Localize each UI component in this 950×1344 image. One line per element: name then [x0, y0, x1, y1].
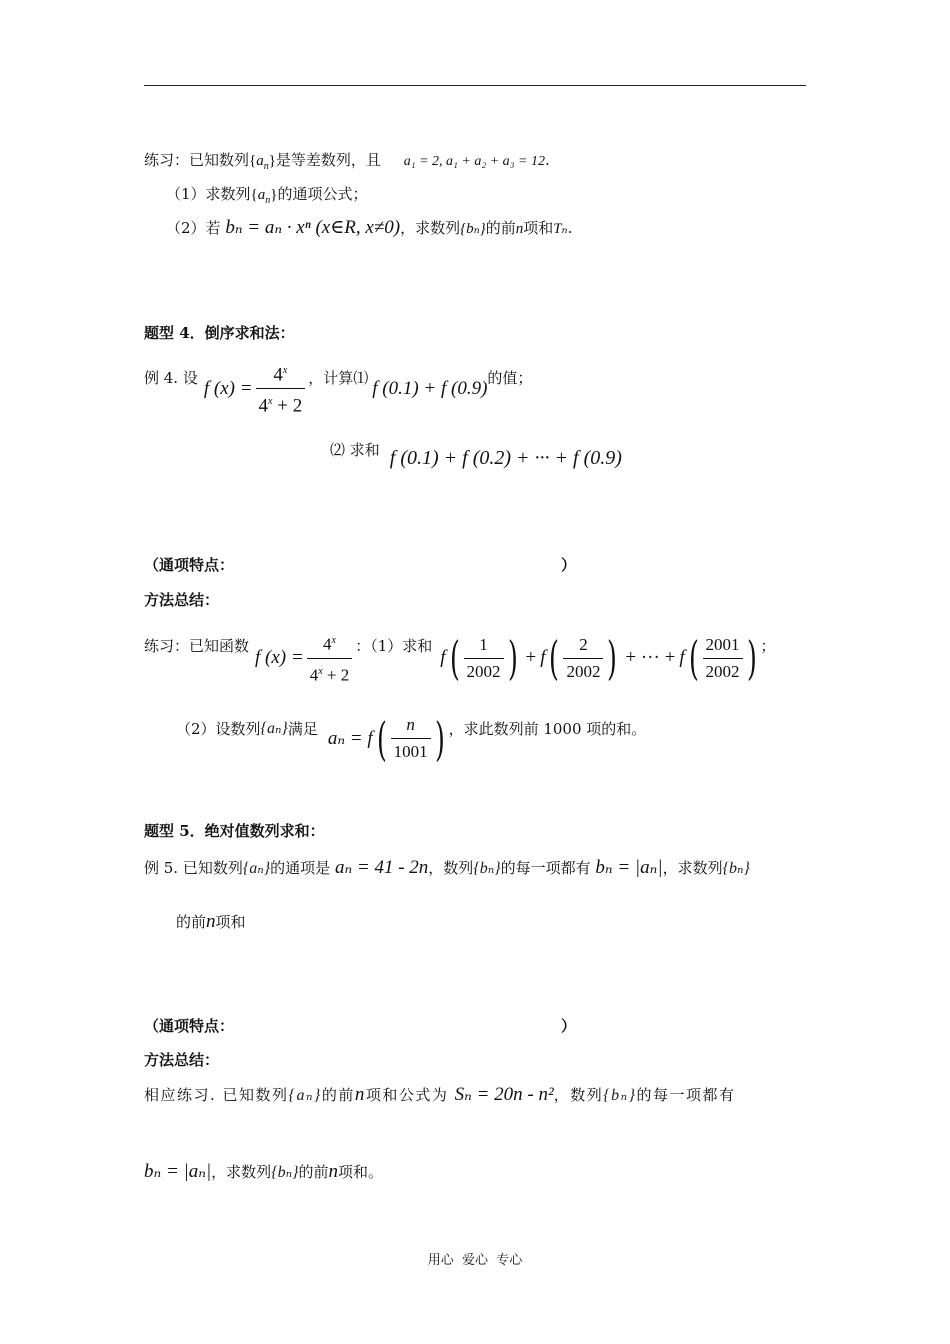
example4-calc-tail: 的值； — [487, 369, 533, 387]
practice3-line2-c: 项和。 — [337, 1163, 383, 1181]
practice3-line2-a: ，求数列 — [211, 1163, 272, 1181]
practice1-q2-tail2: 项和 — [523, 219, 554, 237]
practice1-intro-tail: 是等差数列，且 — [275, 151, 381, 169]
feature1-open: （通项特点： — [144, 556, 235, 574]
practice1-end: . — [544, 151, 550, 169]
example4-f-lhs: f (x) = — [203, 377, 253, 399]
practice3-formula: Sₙ = 20n - n² — [454, 1084, 554, 1105]
practice3-mid3: ，数列 — [553, 1086, 604, 1104]
method2-label: 方法总结： — [144, 1051, 220, 1069]
practice3-line1 — [144, 1085, 736, 1106]
practice2-q2-paren-open: ( — [376, 711, 387, 766]
practice3-line2 — [144, 1162, 383, 1183]
practice2-q2-paren-close: ) — [434, 711, 445, 766]
practice3-seq: {aₙ} — [288, 1087, 322, 1104]
practice1-q2-label: （2）若 — [166, 219, 221, 237]
practice3-n: n — [354, 1084, 366, 1105]
page-footer: 用心 爱心 专心 — [427, 1253, 523, 1268]
practice1-q2-n: n — [515, 221, 524, 237]
header-rule — [144, 85, 806, 86]
practice2-frac3: $\frac{2001}{2002}$ — [703, 634, 743, 683]
example4-line — [144, 360, 532, 418]
practice2-frac2: $\frac{2}{2002}$ — [563, 634, 603, 683]
practice2-paren-close1: ) — [507, 631, 518, 686]
example4-label: 例 4. 设 — [144, 369, 198, 387]
practice3-mid1: 的前 — [321, 1086, 355, 1104]
practice2-plus: + — [525, 647, 537, 669]
example5-mid4: ，求数列 — [662, 859, 723, 877]
practice2-q2 — [176, 711, 647, 766]
feature2-close: ） — [561, 1017, 577, 1035]
practice1-condition: a₁ = 2, a₁ + a₂ + a₃ = 12 — [403, 154, 545, 169]
example5-mid3: 的每一项都有 — [500, 859, 591, 877]
example4-calc: ，计算⑴ — [308, 369, 369, 387]
example5-formula: aₙ = 41 - 2n — [334, 857, 429, 878]
example5-seq-b: {bₙ} — [473, 860, 501, 877]
practice2-paren-open1: ( — [449, 631, 460, 686]
example4-q2-expr: f (0.1) + f (0.2) + ··· + f (0.9) — [389, 447, 622, 469]
practice2-f-lhs: f (x) = — [255, 647, 304, 669]
practice2-end: ； — [760, 637, 776, 655]
practice2-q2-lhs: aₙ = f — [327, 727, 373, 749]
practice2-paren-close3: ) — [746, 631, 757, 686]
practice1-q1 — [166, 184, 367, 211]
practice2-paren-open3: ( — [688, 631, 699, 686]
practice1-q2-mid: ，求数列 — [400, 219, 461, 237]
practice1-q1-seq: $\{a_n\}$ — [250, 187, 278, 206]
practice3-line2-b: 的前 — [298, 1163, 329, 1181]
example5-seq-b2: {bₙ} — [722, 860, 750, 877]
practice2-q2-frac: $\frac{n}{1001}$ — [391, 714, 431, 763]
practice2-f2: f — [540, 647, 546, 669]
practice1-q2 — [166, 218, 572, 239]
example5-label: 例 5. 已知数列 — [144, 859, 243, 877]
practice1-q1-tail: 的通项公式； — [277, 185, 368, 203]
practice2-q2-seq: {aₙ} — [260, 720, 288, 737]
feature1-close: ） — [561, 556, 577, 574]
practice3-intro: 相应练习. 已知数列 — [144, 1086, 289, 1104]
example5-mid2: ，数列 — [428, 859, 474, 877]
practice1-q2-formula: bₙ = aₙ · xⁿ (x∈R, x≠0) — [225, 217, 401, 238]
practice2-paren-open2: ( — [549, 631, 560, 686]
example5-line2-n: n — [206, 911, 216, 932]
practice3-line2-seq: {bₙ} — [271, 1164, 299, 1181]
practice3-line2-n: n — [328, 1161, 338, 1182]
practice2-frac1: $\frac{1}{2002}$ — [464, 634, 504, 683]
practice2-f1: f — [440, 647, 446, 669]
example5-abs: bₙ = |aₙ| — [595, 857, 663, 878]
practice2-sep: ：（1）求和 — [355, 637, 433, 655]
practice1-line — [144, 150, 550, 177]
practice1-q2-tail1: 的前 — [485, 219, 516, 237]
example4-q2 — [330, 440, 622, 468]
practice2-line — [144, 630, 776, 686]
example5-line1 — [144, 858, 750, 879]
feature2-open: （通项特点： — [144, 1017, 235, 1035]
practice3-seq-b: {bₙ} — [603, 1087, 637, 1104]
practice1-q2-T: Tₙ — [553, 221, 568, 237]
type4-heading: 题型 4．倒序求和法： — [144, 324, 295, 342]
example5-line2 — [176, 912, 246, 932]
example5-mid1: 的通项是 — [270, 859, 331, 877]
practice1-intro: 练习：已知数列 — [144, 151, 250, 169]
practice2-f3: f — [679, 647, 685, 669]
practice3-mid2: 项和公式为 — [365, 1086, 449, 1104]
practice2-intro: 练习：已知函数 — [144, 637, 250, 655]
example4-fraction: $\frac{4^x}{4^x + 2}$ — [256, 360, 306, 418]
practice3-line2-abs: bₙ = |aₙ| — [144, 1161, 212, 1182]
example5-line2-b: 项和 — [215, 913, 246, 931]
type5-heading: 题型 5．绝对值数列求和： — [144, 822, 325, 840]
example5-seq: {aₙ} — [242, 860, 271, 877]
practice1-q2-seq: {bₙ} — [460, 221, 486, 237]
example4-q2-label: ⑵ 求和 — [330, 441, 380, 459]
practice2-q2-tail: ，求此数列前 1000 项的和。 — [448, 720, 647, 738]
practice1-seq: $\{a_n\}$ — [249, 153, 276, 172]
practice2-fraction: $\frac{4^x}{4^x + 2}$ — [307, 630, 353, 686]
practice2-paren-close2: ) — [607, 631, 618, 686]
practice3-mid4: 的每一项都有 — [636, 1086, 736, 1104]
example5-line2-a: 的前 — [176, 913, 207, 931]
practice1-q1-label: （1）求数列 — [166, 185, 251, 203]
practice2-dots: + ··· + — [625, 647, 676, 669]
practice1-q2-end: . — [567, 219, 573, 237]
practice2-q2-mid: 满足 — [287, 720, 318, 738]
method1-label: 方法总结： — [144, 591, 220, 609]
practice2-q2-label: （2）设数列 — [176, 720, 261, 738]
example4-calc-expr: f (0.1) + f (0.9) — [372, 377, 488, 399]
